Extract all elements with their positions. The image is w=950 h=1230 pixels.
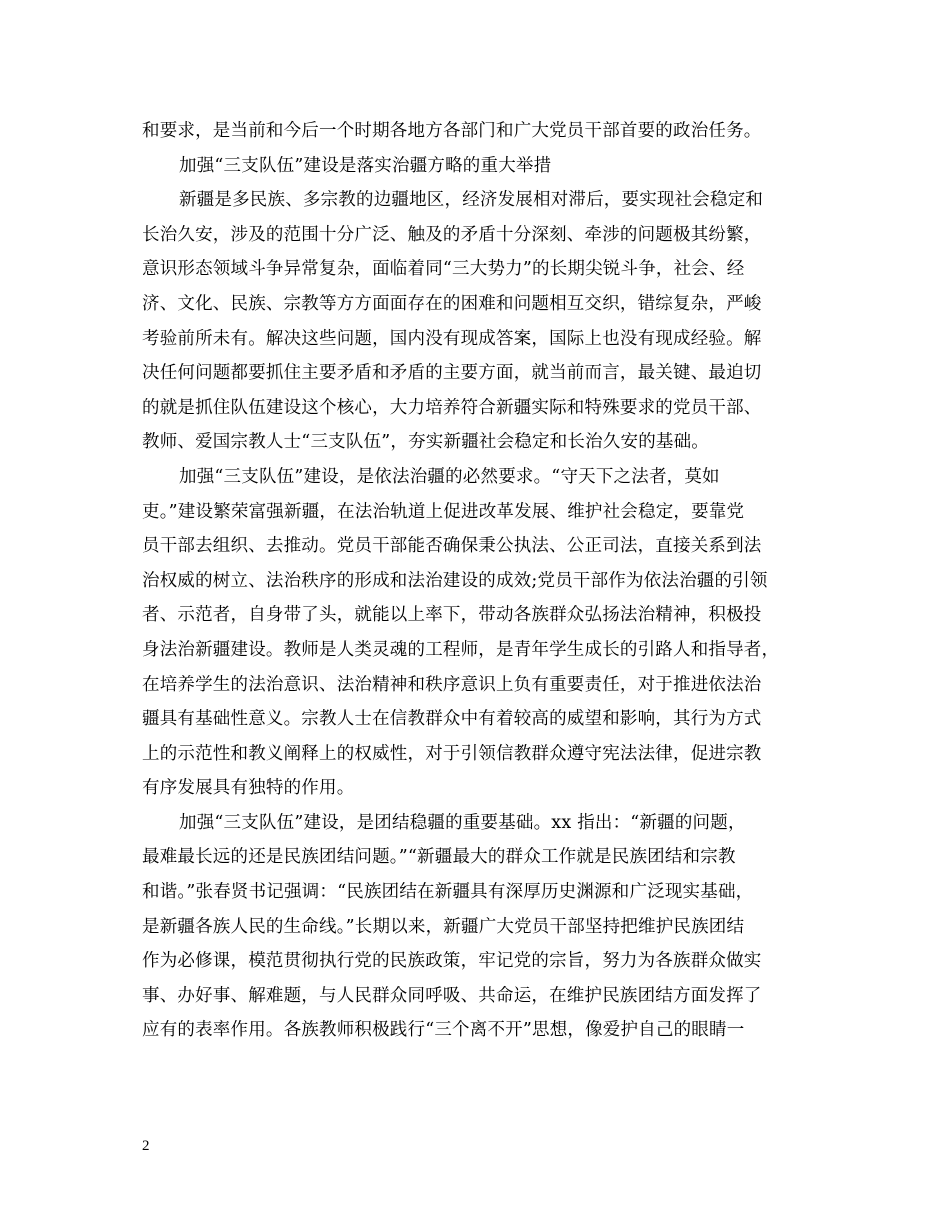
text-line: 和要求，是当前和今后一个时期各地方各部门和广大党员干部首要的政治任务。 <box>142 121 762 141</box>
text-line: 决任何问题都要抓住主要矛盾和矛盾的主要方面，就当前而言，最关键、最迫切 <box>142 363 762 384</box>
text-line: 教师、爱国宗教人士“三支队伍”，夯实新疆社会稳定和长治久安的基础。 <box>142 432 709 453</box>
text-line: 治权威的树立、法治秩序的形成和法治建设的成效;党员干部作为依法治疆的引领 <box>142 570 768 591</box>
text-line: 意识形态领域斗争异常复杂，面临着同“三大势力”的长期尖锐斗争，社会、经 <box>142 259 745 280</box>
text-line: 上的示范性和教义阐释上的权威性，对于引领信教群众遵守宪法法律，促进宗教 <box>142 743 762 764</box>
text-line: 最难最长远的还是民族团结问题。”“新疆最大的群众工作就是民族团结和宗教 <box>142 847 736 868</box>
text-line: 事、办好事、解难题，与人民群众同呼吸、共命运，在维护民族团结方面发挥了 <box>142 985 762 1006</box>
text-line: 疆具有基础性意义。宗教人士在信教群众中有着较高的威望和影响，其行为方式 <box>142 709 762 730</box>
text-line: 是新疆各族人民的生命线。”长期以来，新疆广大党员干部坚持把维护民族团结 <box>142 916 745 937</box>
text-line: 加强“三支队伍”建设，是团结稳疆的重要基础。xx 指出：“新疆的问题， <box>179 812 746 833</box>
text-line: 新疆是多民族、多宗教的边疆地区，经济发展相对滞后，要实现社会稳定和 <box>179 190 764 211</box>
text-line: 长治久安，涉及的范围十分广泛、触及的矛盾十分深刻、牵涉的问题极其纷繁， <box>142 224 762 245</box>
body-text <box>142 114 822 1048</box>
text-line: 身法治新疆建设。教师是人类灵魂的工程师，是青年学生成长的引路人和指导者， <box>142 639 780 660</box>
text-line: 员干部去组织、去推动。党员干部能否确保秉公执法、公正司法，直接关系到法 <box>142 536 762 557</box>
text-line: 应有的表率作用。各族教师积极践行“三个离不开”思想，像爱护自己的眼睛一 <box>142 1020 745 1041</box>
text-line: 的就是抓住队伍建设这个核心，大力培养符合新疆实际和特殊要求的党员干部、 <box>142 397 762 418</box>
text-line: 考验前所未有。解决这些问题，国内没有现成答案，国际上也没有现成经验。解 <box>142 328 762 349</box>
text-line: 者、示范者，自身带了头，就能以上率下，带动各族群众弘扬法治精神，积极投 <box>142 605 762 626</box>
text-line: 吏。”建设繁荣富强新疆，在法治轨道上促进改革发展、维护社会稳定，要靠党 <box>142 501 745 522</box>
text-line: 加强“三支队伍”建设，是依法治疆的必然要求。“守天下之法者，莫如 <box>179 466 720 487</box>
text-line: 济、文化、民族、宗教等方方面面存在的困难和问题相互交织，错综复杂，严峻 <box>142 293 762 314</box>
text-line: 在培养学生的法治意识、法治精神和秩序意识上负有重要责任，对于推进依法治 <box>142 674 762 695</box>
text-line: 作为必修课，模范贯彻执行党的民族政策，牢记党的宗旨，努力为各族群众做实 <box>142 951 762 972</box>
text-line: 有序发展具有独特的作用。 <box>142 778 355 799</box>
text-line: 和谐。”张春贤书记强调：“民族团结在新疆具有深厚历史渊源和广泛现实基础， <box>142 882 754 903</box>
page-number: 2 <box>142 1138 150 1154</box>
section-heading: 加强“三支队伍”建设是落实治疆方略的重大举措 <box>179 155 552 176</box>
